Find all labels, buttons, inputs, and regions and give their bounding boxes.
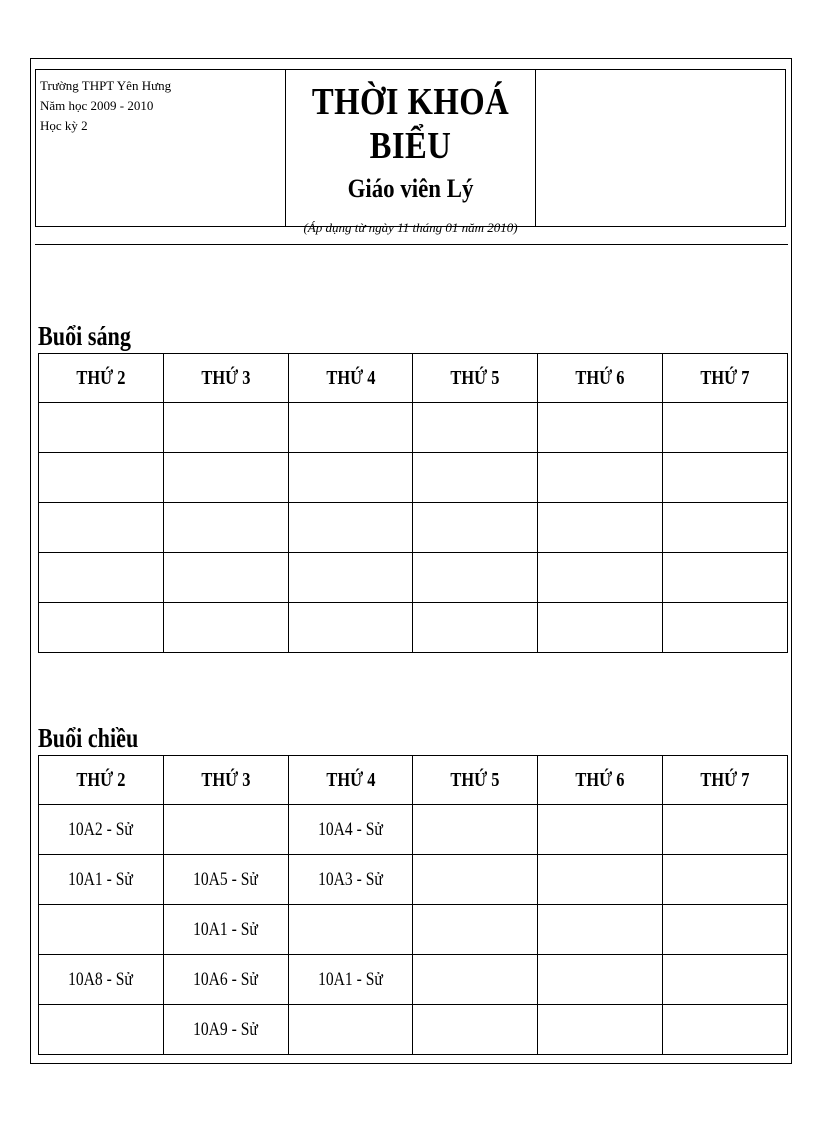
header-box: [35, 69, 786, 235]
table-cell: [39, 955, 164, 1005]
table-row: [39, 603, 788, 653]
table-cell: [39, 553, 164, 603]
table-cell: [39, 453, 164, 503]
day-header: [413, 354, 538, 403]
day-header: [413, 756, 538, 805]
table-row: [39, 855, 788, 905]
table-cell: [663, 805, 788, 855]
table-cell: [413, 1005, 538, 1055]
day-label: THỨ 5: [450, 366, 500, 389]
cell-text: 10A1 - Sử: [193, 918, 259, 940]
table-cell: [413, 855, 538, 905]
morning-table: [38, 353, 788, 653]
day-label: THỨ 4: [326, 366, 376, 389]
table-cell: [663, 453, 788, 503]
afternoon-header-row: [39, 756, 788, 805]
day-label: THỨ 5: [450, 768, 500, 791]
table-cell: [413, 955, 538, 1005]
table-cell: [663, 553, 788, 603]
table-cell: [39, 805, 164, 855]
applied-date: (Áp dụng từ ngày 11 tháng 01 năm 2010): [303, 220, 518, 235]
table-cell: [163, 955, 288, 1005]
table-cell: [288, 403, 413, 453]
table-cell: [663, 955, 788, 1005]
day-label: THỨ 6: [575, 366, 625, 389]
table-cell: [538, 905, 663, 955]
day-label: THỨ 2: [76, 768, 126, 791]
day-label: THỨ 2: [76, 366, 126, 389]
table-cell: [288, 855, 413, 905]
table-cell: [39, 1005, 164, 1055]
table-row: [39, 1005, 788, 1055]
table-cell: [413, 905, 538, 955]
table-cell: [413, 553, 538, 603]
table-cell: [663, 603, 788, 653]
day-label: THỨ 3: [201, 366, 251, 389]
table-cell: [413, 603, 538, 653]
table-cell: [163, 603, 288, 653]
school-info: [36, 70, 286, 226]
table-cell: [538, 855, 663, 905]
table-row: [39, 553, 788, 603]
table-cell: [538, 603, 663, 653]
table-cell: [39, 603, 164, 653]
day-header: [663, 756, 788, 805]
divider: [35, 244, 788, 245]
cell-text: 10A5 - Sử: [193, 868, 259, 890]
document-page: [30, 58, 792, 1064]
table-cell: [163, 855, 288, 905]
table-row: [39, 905, 788, 955]
table-cell: [163, 805, 288, 855]
day-label: THỨ 3: [201, 768, 251, 791]
day-header: [39, 354, 164, 403]
table-cell: [413, 453, 538, 503]
day-header: [288, 756, 413, 805]
table-cell: [538, 453, 663, 503]
table-row: [39, 503, 788, 553]
afternoon-title: Buổi chiều: [38, 723, 139, 753]
day-header: [538, 756, 663, 805]
table-row: [39, 403, 788, 453]
table-cell: [663, 503, 788, 553]
day-label: THỨ 4: [326, 768, 376, 791]
day-header: [39, 756, 164, 805]
table-cell: [538, 1005, 663, 1055]
table-cell: [288, 1005, 413, 1055]
table-cell: [538, 403, 663, 453]
cell-text: 10A1 - Sử: [318, 968, 383, 990]
day-label: THỨ 6: [575, 768, 625, 791]
table-cell: [663, 403, 788, 453]
table-cell: [288, 603, 413, 653]
table-row: [39, 453, 788, 503]
table-cell: [413, 503, 538, 553]
table-cell: [413, 403, 538, 453]
day-header: [163, 756, 288, 805]
page-title: THỜI KHOÁ BIỂU: [311, 81, 510, 167]
table-cell: [39, 503, 164, 553]
table-cell: [538, 805, 663, 855]
table-cell: [538, 955, 663, 1005]
morning-header-row: [39, 354, 788, 403]
table-row: [39, 955, 788, 1005]
table-cell: [288, 553, 413, 603]
table-cell: [413, 805, 538, 855]
day-label: THỨ 7: [700, 366, 750, 389]
table-cell: [39, 855, 164, 905]
table-cell: [163, 503, 288, 553]
school-name: Trường THPT Yên Hưng: [40, 78, 172, 93]
table-cell: [39, 905, 164, 955]
table-cell: [163, 403, 288, 453]
semester: Học kỳ 2: [40, 118, 88, 133]
cell-text: 10A6 - Sử: [193, 968, 259, 990]
table-cell: [538, 553, 663, 603]
table-cell: [288, 905, 413, 955]
table-cell: [288, 955, 413, 1005]
table-cell: [663, 1005, 788, 1055]
cell-text: 10A8 - Sử: [68, 968, 134, 990]
table-cell: [663, 855, 788, 905]
cell-text: 10A4 - Sử: [318, 818, 383, 840]
table-cell: [288, 503, 413, 553]
afternoon-table: [38, 755, 788, 1055]
table-cell: [663, 905, 788, 955]
day-header: [288, 354, 413, 403]
table-cell: [538, 503, 663, 553]
table-cell: [163, 905, 288, 955]
table-cell: [163, 553, 288, 603]
cell-text: 10A9 - Sử: [193, 1018, 259, 1040]
cell-text: 10A2 - Sử: [68, 818, 134, 840]
cell-text: 10A1 - Sử: [68, 868, 134, 890]
header-blank-cell: [536, 70, 785, 226]
table-cell: [163, 453, 288, 503]
table-cell: [163, 1005, 288, 1055]
day-header: [538, 354, 663, 403]
day-header: [663, 354, 788, 403]
table-cell: [288, 453, 413, 503]
teacher-name: Giáo viên Lý: [347, 174, 474, 203]
title-block: [286, 70, 536, 235]
table-cell: [39, 403, 164, 453]
morning-title: Buổi sáng: [38, 321, 131, 351]
school-year: Năm học 2009 - 2010: [40, 98, 154, 113]
day-label: THỨ 7: [700, 768, 750, 791]
cell-text: 10A3 - Sử: [318, 868, 383, 890]
table-cell: [288, 805, 413, 855]
table-row: [39, 805, 788, 855]
day-header: [163, 354, 288, 403]
